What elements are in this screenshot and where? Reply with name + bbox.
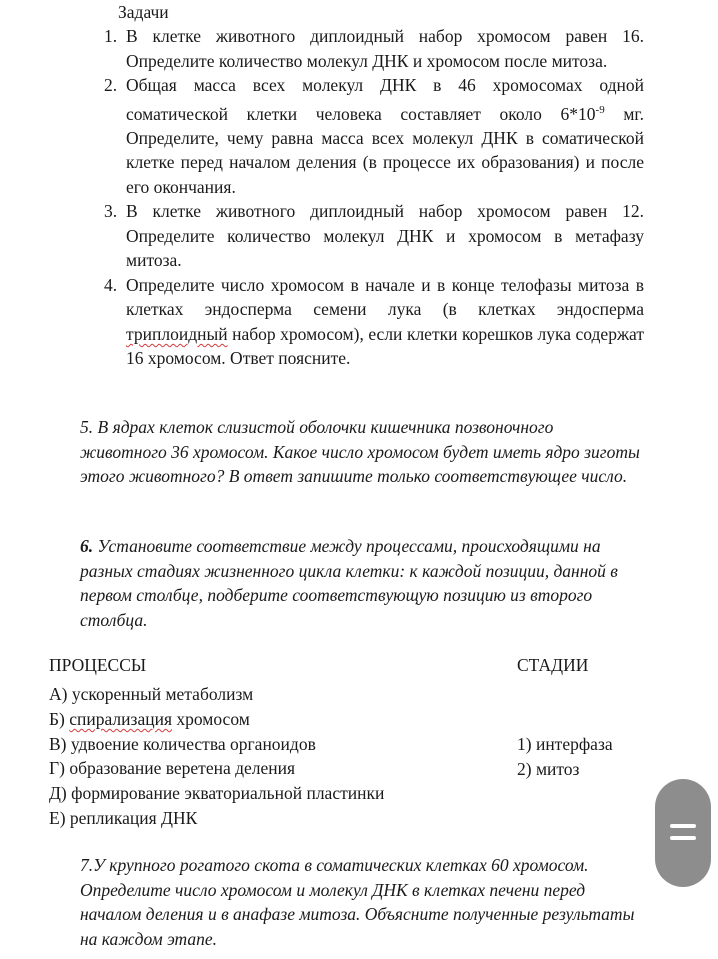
list-item <box>49 682 489 707</box>
list-item <box>49 732 489 757</box>
process-text: формирование экваториальной пластинки <box>71 783 385 804</box>
item-prefix: А) <box>49 684 72 704</box>
task-number: 4. <box>104 274 118 295</box>
task-number: 2. <box>104 75 118 95</box>
item-prefix: Б) <box>49 708 70 729</box>
task-text: Определите число хромосом в начале и в конце телофазы митоза в клетках эндосперма семени лука (в клетках эндосперма <box>126 274 644 320</box>
task-6-text: Установите соответствие между процессами, происходящими на разных стадиях жизненного цикла клетки: к каждой позиции, данной в первом столбце, подберите соответствующую позицию из второго столбца. <box>80 536 618 630</box>
task-number: 3. <box>104 201 118 222</box>
task-number: 1. <box>104 26 118 46</box>
list-item <box>49 806 489 831</box>
list-item <box>49 756 489 781</box>
stages-list <box>517 732 613 782</box>
process-text: хромосом <box>172 708 250 729</box>
spellcheck-flagged-word[interactable]: спирализация <box>69 708 172 729</box>
processes-list <box>49 682 489 831</box>
item-prefix: Д) <box>49 783 72 804</box>
processes-header: ПРОЦЕССЫ <box>49 655 147 675</box>
floating-menu-button[interactable] <box>655 779 711 887</box>
task-7-text: 7.У крупного рогатого скота в соматических клетках 60 хромосом. Определите число хромосом и молекул ДНК в клетках печени перед началом деления и в анафазе митоза. Объясните полученные результаты на каждом этапе. <box>80 855 635 949</box>
list-item <box>104 73 644 199</box>
list-item <box>104 273 644 371</box>
menu-icon <box>670 824 696 842</box>
task-text: В клетке животного диплоидный набор хромосом равен 16. Определите количество молекул ДНК и хромосом после митоза. <box>126 26 644 71</box>
list-item <box>49 781 489 806</box>
task-5-text: 5. В ядрах клеток слизистой оболочки кишечника позвоночного животного 36 хромосом. Какое число хромосом будет иметь ядро зиготы этого животного? В ответ запишите только соответствующее число. <box>80 417 640 486</box>
task-6 <box>80 534 650 632</box>
section-heading: Задачи <box>118 2 169 22</box>
spellcheck-flagged-word[interactable]: триплоидный <box>126 323 228 344</box>
task-text: Общая масса всех молекул ДНК в 46 хромосомах одной соматической клетки человека составляет около 6*10 <box>126 75 644 124</box>
process-text: удвоение количества органоидов <box>70 733 316 754</box>
item-prefix: В) <box>49 733 71 754</box>
list-item <box>104 199 644 273</box>
item-prefix: Г) <box>49 758 70 779</box>
task-text: В клетке животного диплоидный набор хромосом равен 12. Определите количество молекул ДНК и хромосом в метафазу митоза. <box>126 201 644 271</box>
process-text: образование веретена деления <box>69 758 296 779</box>
exponent: -9 <box>595 103 605 116</box>
list-item <box>104 24 644 73</box>
task-text: набор хромосом), если клетки корешков лука содержат 16 хромосом. Ответ поясните. <box>126 323 644 369</box>
stages-header: СТАДИИ <box>517 655 589 675</box>
process-text: ускоренный метаболизм <box>71 684 254 704</box>
item-prefix: Е) <box>49 807 70 828</box>
list-item <box>49 707 489 732</box>
list-item: 2) митоз <box>517 758 580 779</box>
task-number: 6. <box>80 536 94 556</box>
list-item: 1) интерфаза <box>517 734 613 754</box>
process-text: репликация ДНК <box>69 807 198 828</box>
task-list <box>104 24 644 371</box>
task-text: мг. Определите, чему равна масса всех молекул ДНК в соматической клетке перед началом деления (в процессе их образования) и после его окончания. <box>126 103 644 197</box>
